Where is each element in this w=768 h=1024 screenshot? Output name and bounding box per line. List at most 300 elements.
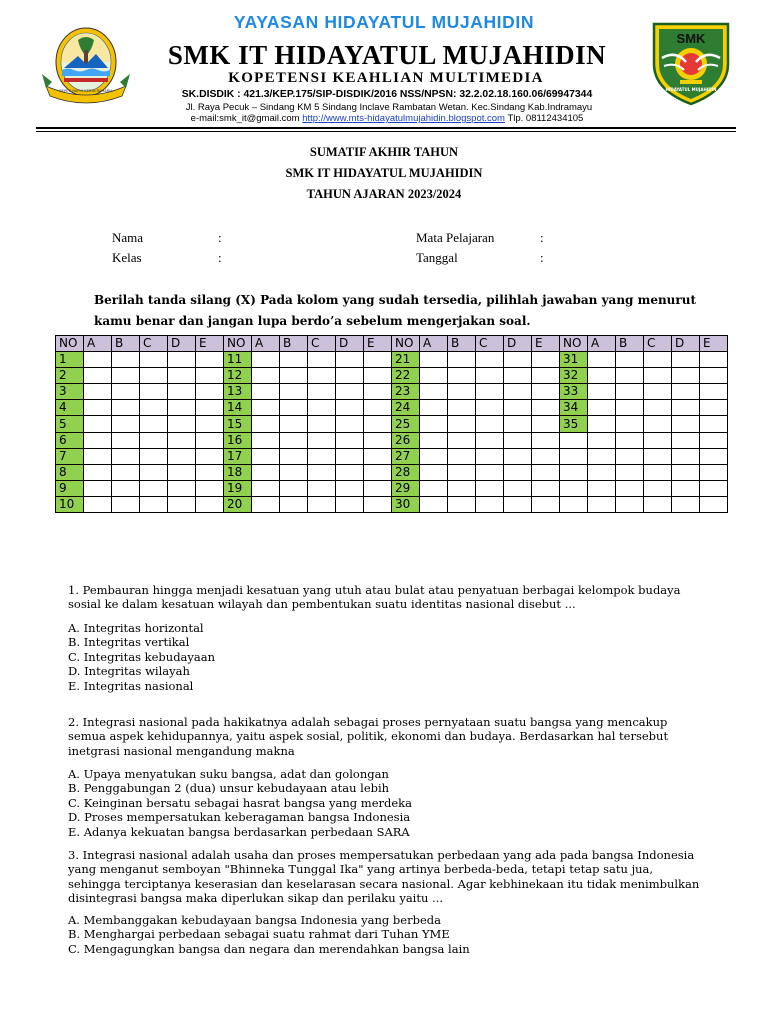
right-logo-text: SMK — [676, 31, 706, 46]
question-3-options — [68, 913, 708, 956]
answer-box[interactable] — [588, 352, 616, 368]
answer-box[interactable] — [336, 368, 364, 384]
answer-box — [588, 480, 616, 496]
question-number-cell: 27 — [392, 448, 420, 464]
answer-box — [644, 464, 672, 480]
answer-box[interactable] — [112, 448, 140, 464]
question-number-cell: 17 — [224, 448, 252, 464]
answer-box[interactable] — [364, 432, 392, 448]
answer-box[interactable] — [112, 432, 140, 448]
answer-box[interactable] — [364, 496, 392, 512]
answer-box — [672, 464, 700, 480]
answer-box[interactable] — [420, 400, 448, 416]
answer-box[interactable] — [616, 416, 644, 432]
answer-box[interactable] — [616, 368, 644, 384]
option-c[interactable]: C. Keinginan bersatu sebagai hasrat bangsa yang merdeka — [68, 795, 412, 810]
class-label: Kelas — [112, 250, 142, 265]
question-number-cell: 19 — [224, 480, 252, 496]
answer-box[interactable] — [420, 384, 448, 400]
answer-box[interactable] — [364, 384, 392, 400]
answer-box[interactable] — [364, 368, 392, 384]
question-number-cell: 7 — [56, 448, 84, 464]
option-a[interactable]: A. Upaya menyatukan suku bangsa, adat dan golongan — [68, 767, 389, 781]
answer-grid-row — [56, 464, 728, 480]
answer-box[interactable] — [700, 416, 728, 432]
answer-box[interactable] — [448, 352, 476, 368]
answer-box[interactable] — [280, 432, 308, 448]
answer-box — [672, 448, 700, 464]
answer-box[interactable] — [112, 352, 140, 368]
class-colon: : — [218, 250, 222, 265]
answer-box[interactable] — [196, 416, 224, 432]
answer-box[interactable] — [336, 416, 364, 432]
answer-box[interactable] — [532, 448, 560, 464]
question-number-cell: 10 — [56, 496, 84, 512]
option-e[interactable]: E. Integritas nasional — [68, 678, 194, 693]
license-line: SK.DISDIK : 421.3/KEP.175/SIP-DISDIK/2016 NSS/NPSN: 32.2.02.18.160.06/69947344 — [181, 89, 593, 100]
question-number-cell: 4 — [56, 400, 84, 416]
answer-box[interactable] — [140, 416, 168, 432]
answer-box[interactable] — [504, 400, 532, 416]
answer-box — [644, 448, 672, 464]
answer-box[interactable] — [672, 384, 700, 400]
answer-box — [616, 448, 644, 464]
answer-box[interactable] — [252, 352, 280, 368]
email-text: e-mail:smk_it@gmail.com — [190, 113, 300, 124]
answer-box — [616, 464, 644, 480]
answer-box[interactable] — [476, 480, 504, 496]
answer-grid-row — [56, 448, 728, 464]
option-b[interactable]: B. Menghargai perbedaan sebagai suatu rahmat dari Tuhan YME — [68, 927, 450, 942]
question-number-cell: 26 — [392, 432, 420, 448]
answer-box[interactable] — [84, 496, 112, 512]
answer-box[interactable] — [448, 448, 476, 464]
answer-box[interactable] — [644, 384, 672, 400]
answer-box — [672, 432, 700, 448]
question-1-options — [68, 621, 708, 693]
website-link[interactable]: http://www.mts-hidayatulmujahidin.blogspot.com — [302, 113, 505, 124]
answer-box[interactable] — [700, 400, 728, 416]
exam-school: SMK IT HIDAYATUL MUJAHIDIN — [285, 166, 483, 180]
exam-year: TAHUN AJARAN 2023/2024 — [306, 187, 462, 201]
answer-box[interactable] — [476, 384, 504, 400]
left-logo-text: REPEH RAPIH KERTA RAHARJA — [59, 89, 113, 93]
answer-box[interactable] — [532, 400, 560, 416]
answer-box[interactable] — [448, 400, 476, 416]
answer-box[interactable] — [196, 432, 224, 448]
answer-box[interactable] — [140, 384, 168, 400]
answer-box[interactable] — [168, 464, 196, 480]
option-e[interactable]: E. Adanya kekuatan bangsa berdasarkan perbedaan SARA — [68, 824, 410, 839]
answer-box[interactable] — [280, 416, 308, 432]
answer-box[interactable] — [532, 496, 560, 512]
answer-box[interactable] — [252, 480, 280, 496]
answer-box[interactable] — [504, 496, 532, 512]
header-option-cell: B — [112, 336, 140, 352]
answer-box[interactable] — [644, 400, 672, 416]
answer-box[interactable] — [84, 368, 112, 384]
answer-box[interactable] — [168, 400, 196, 416]
program-name: KOPETENSI KEAHLIAN MULTIMEDIA — [228, 70, 544, 86]
answer-box — [616, 480, 644, 496]
header-option-cell: B — [280, 336, 308, 352]
answer-box[interactable] — [700, 352, 728, 368]
answer-box[interactable] — [420, 416, 448, 432]
answer-box[interactable] — [196, 464, 224, 480]
header-option-cell: B — [616, 336, 644, 352]
address-line: Jl. Raya Pecuk – Sindang KM 5 Sindang Inclave Rambatan Wetan. Kec.Sindang Kab.Indramayu — [185, 102, 593, 113]
subject-label: Mata Pelajaran — [416, 230, 495, 245]
answer-box[interactable] — [364, 464, 392, 480]
answer-box[interactable] — [252, 448, 280, 464]
answer-box[interactable] — [168, 384, 196, 400]
option-c[interactable]: C. Integritas kebudayaan — [68, 649, 216, 664]
answer-box[interactable] — [448, 496, 476, 512]
answer-box[interactable] — [476, 352, 504, 368]
answer-box[interactable] — [364, 448, 392, 464]
answer-box[interactable] — [420, 464, 448, 480]
answer-box[interactable] — [504, 368, 532, 384]
question-number-cell: 23 — [392, 384, 420, 400]
answer-box — [644, 496, 672, 512]
header-option-cell: B — [448, 336, 476, 352]
option-c[interactable]: C. Mengagungkan bangsa dan negara dan merendahkan bangsa lain — [68, 941, 470, 956]
option-a[interactable]: A. Membanggakan kebudayaan bangsa Indonesia yang berbeda — [68, 913, 441, 927]
answer-box[interactable] — [84, 448, 112, 464]
answer-box[interactable] — [616, 352, 644, 368]
answer-box[interactable] — [140, 448, 168, 464]
answer-box[interactable] — [308, 432, 336, 448]
answer-box[interactable] — [112, 384, 140, 400]
answer-box[interactable] — [280, 464, 308, 480]
answer-box[interactable] — [504, 464, 532, 480]
question-number-cell: 21 — [392, 352, 420, 368]
answer-box[interactable] — [308, 400, 336, 416]
answer-box[interactable] — [280, 352, 308, 368]
answer-box[interactable] — [252, 416, 280, 432]
answer-box[interactable] — [280, 400, 308, 416]
answer-box — [588, 464, 616, 480]
question-number-cell: 33 — [560, 384, 588, 400]
answer-box[interactable] — [504, 384, 532, 400]
answer-box[interactable] — [672, 416, 700, 432]
answer-box[interactable] — [140, 480, 168, 496]
answer-box[interactable] — [84, 416, 112, 432]
header-option-cell: C — [476, 336, 504, 352]
header-option-cell: D — [168, 336, 196, 352]
question-number-cell: 14 — [224, 400, 252, 416]
answer-box[interactable] — [476, 464, 504, 480]
answer-box[interactable] — [420, 368, 448, 384]
answer-box[interactable] — [168, 368, 196, 384]
answer-box[interactable] — [168, 432, 196, 448]
answer-box[interactable] — [476, 496, 504, 512]
exam-title: SUMATIF AKHIR TAHUN — [309, 145, 459, 159]
answer-box[interactable] — [504, 432, 532, 448]
answer-box[interactable] — [504, 480, 532, 496]
answer-box — [700, 432, 728, 448]
answer-box[interactable] — [196, 400, 224, 416]
answer-box[interactable] — [672, 400, 700, 416]
answer-grid-row — [56, 352, 728, 368]
question-number-cell — [560, 448, 588, 464]
answer-box — [672, 496, 700, 512]
answer-box[interactable] — [476, 400, 504, 416]
answer-grid-header — [56, 336, 728, 352]
answer-box — [616, 496, 644, 512]
date-label: Tanggal — [416, 250, 458, 265]
header-divider-thick — [36, 127, 736, 129]
answer-box[interactable] — [84, 464, 112, 480]
answer-box[interactable] — [364, 352, 392, 368]
answer-box[interactable] — [280, 384, 308, 400]
answer-box[interactable] — [420, 480, 448, 496]
answer-box — [700, 464, 728, 480]
answer-box — [644, 432, 672, 448]
answer-box[interactable] — [588, 384, 616, 400]
answer-grid — [55, 335, 728, 513]
answer-box — [588, 448, 616, 464]
answer-box[interactable] — [84, 432, 112, 448]
answer-box[interactable] — [140, 464, 168, 480]
answer-box[interactable] — [336, 464, 364, 480]
question-number-cell: 3 — [56, 384, 84, 400]
question-1-text: 1. Pembauran hingga menjadi kesatuan yang utuh atau bulat atau penyatuan berbagai kelompok budaya sosial ke dalam kesatuan wilayah dan pembentukan suatu identitas nasional disebut ... — [68, 583, 681, 612]
header-option-cell: E — [364, 336, 392, 352]
date-colon: : — [540, 250, 544, 265]
answer-box[interactable] — [700, 368, 728, 384]
answer-box[interactable] — [308, 352, 336, 368]
option-b[interactable]: B. Integritas vertikal — [68, 635, 190, 650]
answer-box[interactable] — [672, 368, 700, 384]
answer-box[interactable] — [196, 352, 224, 368]
answer-box[interactable] — [420, 448, 448, 464]
question-number-cell: 2 — [56, 368, 84, 384]
answer-box — [700, 448, 728, 464]
answer-box[interactable] — [588, 368, 616, 384]
question-number-cell — [560, 496, 588, 512]
answer-box[interactable] — [140, 352, 168, 368]
question-number-cell: 22 — [392, 368, 420, 384]
question-number-cell: 12 — [224, 368, 252, 384]
answer-box[interactable] — [112, 496, 140, 512]
question-number-cell: 18 — [224, 464, 252, 480]
answer-box[interactable] — [336, 384, 364, 400]
answer-box[interactable] — [420, 352, 448, 368]
answer-box[interactable] — [476, 448, 504, 464]
foundation-name: YAYASAN HIDAYATUL MUJAHIDIN — [233, 12, 535, 32]
answer-box[interactable] — [336, 480, 364, 496]
answer-box[interactable] — [588, 416, 616, 432]
answer-box[interactable] — [532, 352, 560, 368]
answer-box[interactable] — [504, 448, 532, 464]
answer-box[interactable] — [644, 368, 672, 384]
answer-box[interactable] — [112, 480, 140, 496]
answer-box[interactable] — [280, 368, 308, 384]
answer-box[interactable] — [112, 416, 140, 432]
answer-box[interactable] — [336, 432, 364, 448]
answer-box[interactable] — [252, 464, 280, 480]
answer-grid-row — [56, 400, 728, 416]
answer-box[interactable] — [700, 384, 728, 400]
answer-box[interactable] — [336, 400, 364, 416]
answer-box[interactable] — [280, 496, 308, 512]
answer-box[interactable] — [672, 352, 700, 368]
answer-box[interactable] — [140, 496, 168, 512]
answer-box[interactable] — [532, 368, 560, 384]
answer-box[interactable] — [308, 464, 336, 480]
answer-box[interactable] — [196, 368, 224, 384]
answer-box[interactable] — [336, 448, 364, 464]
answer-grid-row — [56, 432, 728, 448]
answer-grid-row — [56, 496, 728, 512]
answer-box — [700, 496, 728, 512]
answer-box[interactable] — [504, 352, 532, 368]
header-no-cell: NO — [392, 336, 420, 352]
answer-box[interactable] — [308, 448, 336, 464]
answer-box[interactable] — [252, 496, 280, 512]
phone-text: Tlp. 08112434105 — [507, 113, 584, 124]
answer-grid-row — [56, 368, 728, 384]
answer-box[interactable] — [168, 448, 196, 464]
answer-box[interactable] — [532, 480, 560, 496]
right-logo-subtext: HIDAYATUL MUJAHIDIN — [665, 87, 717, 92]
answer-box[interactable] — [644, 416, 672, 432]
option-b[interactable]: B. Penggabungan 2 (dua) unsur kebudayaan atau lebih — [68, 781, 390, 796]
header-option-cell: D — [672, 336, 700, 352]
answer-box[interactable] — [308, 496, 336, 512]
question-number-cell: 35 — [560, 416, 588, 432]
answer-box[interactable] — [448, 384, 476, 400]
answer-box[interactable] — [532, 464, 560, 480]
answer-box[interactable] — [532, 384, 560, 400]
question-number-cell: 6 — [56, 432, 84, 448]
answer-box[interactable] — [476, 368, 504, 384]
question-number-cell: 34 — [560, 400, 588, 416]
answer-box[interactable] — [588, 400, 616, 416]
question-number-cell: 15 — [224, 416, 252, 432]
answer-box[interactable] — [112, 464, 140, 480]
header-option-cell: E — [196, 336, 224, 352]
answer-box[interactable] — [504, 416, 532, 432]
question-number-cell: 8 — [56, 464, 84, 480]
question-number-cell: 31 — [560, 352, 588, 368]
answer-box[interactable] — [196, 448, 224, 464]
option-d[interactable]: D. Integritas wilayah — [68, 664, 190, 679]
answer-box[interactable] — [84, 384, 112, 400]
answer-box[interactable] — [112, 400, 140, 416]
answer-box — [588, 432, 616, 448]
answer-box[interactable] — [532, 432, 560, 448]
answer-box — [616, 432, 644, 448]
answer-box[interactable] — [448, 416, 476, 432]
answer-box[interactable] — [280, 480, 308, 496]
option-d[interactable]: D. Proses mempersatukan keberagaman bangsa Indonesia — [68, 810, 411, 825]
answer-box[interactable] — [168, 480, 196, 496]
answer-box[interactable] — [616, 400, 644, 416]
contact-line — [0, 113, 768, 124]
answer-box[interactable] — [252, 432, 280, 448]
answer-box[interactable] — [84, 400, 112, 416]
answer-box[interactable] — [420, 496, 448, 512]
header-option-cell: A — [420, 336, 448, 352]
answer-box[interactable] — [476, 416, 504, 432]
answer-box[interactable] — [616, 384, 644, 400]
instruction-text: Berilah tanda silang (X) Pada kolom yang sudah tersedia, pilihlah jawaban yang menurut kamu benar dan jangan lupa berdo’a sebelum mengerjakan soal. — [94, 293, 696, 328]
question-number-cell — [560, 464, 588, 480]
answer-box[interactable] — [252, 368, 280, 384]
answer-box[interactable] — [168, 496, 196, 512]
answer-box[interactable] — [308, 416, 336, 432]
answer-box — [644, 480, 672, 496]
answer-grid-row — [56, 384, 728, 400]
answer-box[interactable] — [308, 368, 336, 384]
answer-box[interactable] — [280, 448, 308, 464]
question-number-cell: 13 — [224, 384, 252, 400]
answer-box[interactable] — [448, 368, 476, 384]
header-no-cell: NO — [560, 336, 588, 352]
answer-box[interactable] — [420, 432, 448, 448]
answer-box[interactable] — [196, 496, 224, 512]
question-number-cell: 16 — [224, 432, 252, 448]
header-option-cell: A — [252, 336, 280, 352]
option-a[interactable]: A. Integritas horizontal — [68, 621, 204, 635]
answer-box[interactable] — [252, 384, 280, 400]
header-no-cell: NO — [56, 336, 84, 352]
answer-box[interactable] — [448, 480, 476, 496]
name-colon: : — [218, 230, 222, 245]
answer-box[interactable] — [84, 352, 112, 368]
header-option-cell: D — [504, 336, 532, 352]
answer-box[interactable] — [196, 480, 224, 496]
answer-box[interactable] — [252, 400, 280, 416]
answer-box[interactable] — [532, 416, 560, 432]
question-2-text: 2. Integrasi nasional pada hakikatnya adalah sebagai proses pernyataan suatu bangsa yang mencakup semua aspek kehidupannya, yaitu aspek sosial, politik, ekonomi dan budaya. Berdasarkan hal tersebut inetgrasi nasional mengandung makna — [68, 715, 669, 758]
question-number-cell: 30 — [392, 496, 420, 512]
answer-box[interactable] — [448, 432, 476, 448]
answer-box[interactable] — [168, 352, 196, 368]
answer-grid-row — [56, 416, 728, 432]
answer-box[interactable] — [364, 400, 392, 416]
answer-box[interactable] — [364, 416, 392, 432]
answer-box — [700, 480, 728, 496]
answer-box[interactable] — [140, 400, 168, 416]
answer-box[interactable] — [644, 352, 672, 368]
answer-box[interactable] — [364, 480, 392, 496]
answer-box[interactable] — [448, 464, 476, 480]
header-option-cell: E — [700, 336, 728, 352]
question-number-cell: 25 — [392, 416, 420, 432]
answer-box — [672, 480, 700, 496]
answer-box[interactable] — [140, 368, 168, 384]
answer-box[interactable] — [308, 384, 336, 400]
question-3-text: 3. Integrasi nasional adalah usaha dan proses mempersatukan perbedaan yang ada pada bangsa Indonesia yang menganut semboyan "Bhinneka Tunggal Ika" yang artinya berbeda-beda, tetapi tetap satu jua, sehingga terciptanya keserasian dan keselarasan secara nasional. Agar kebhinekaan itu tidak menimbulkan disintegrasi bangsa maka diperlukan sikap dan perilaku yaitu ... — [68, 848, 700, 905]
answer-box — [588, 496, 616, 512]
header-option-cell: A — [588, 336, 616, 352]
answer-box[interactable] — [140, 432, 168, 448]
question-number-cell: 11 — [224, 352, 252, 368]
answer-box[interactable] — [336, 496, 364, 512]
answer-box[interactable] — [112, 368, 140, 384]
answer-box[interactable] — [168, 416, 196, 432]
answer-box[interactable] — [196, 384, 224, 400]
header-option-cell: D — [336, 336, 364, 352]
answer-box[interactable] — [84, 480, 112, 496]
question-number-cell: 5 — [56, 416, 84, 432]
answer-box[interactable] — [476, 432, 504, 448]
answer-box[interactable] — [308, 480, 336, 496]
answer-box[interactable] — [336, 352, 364, 368]
